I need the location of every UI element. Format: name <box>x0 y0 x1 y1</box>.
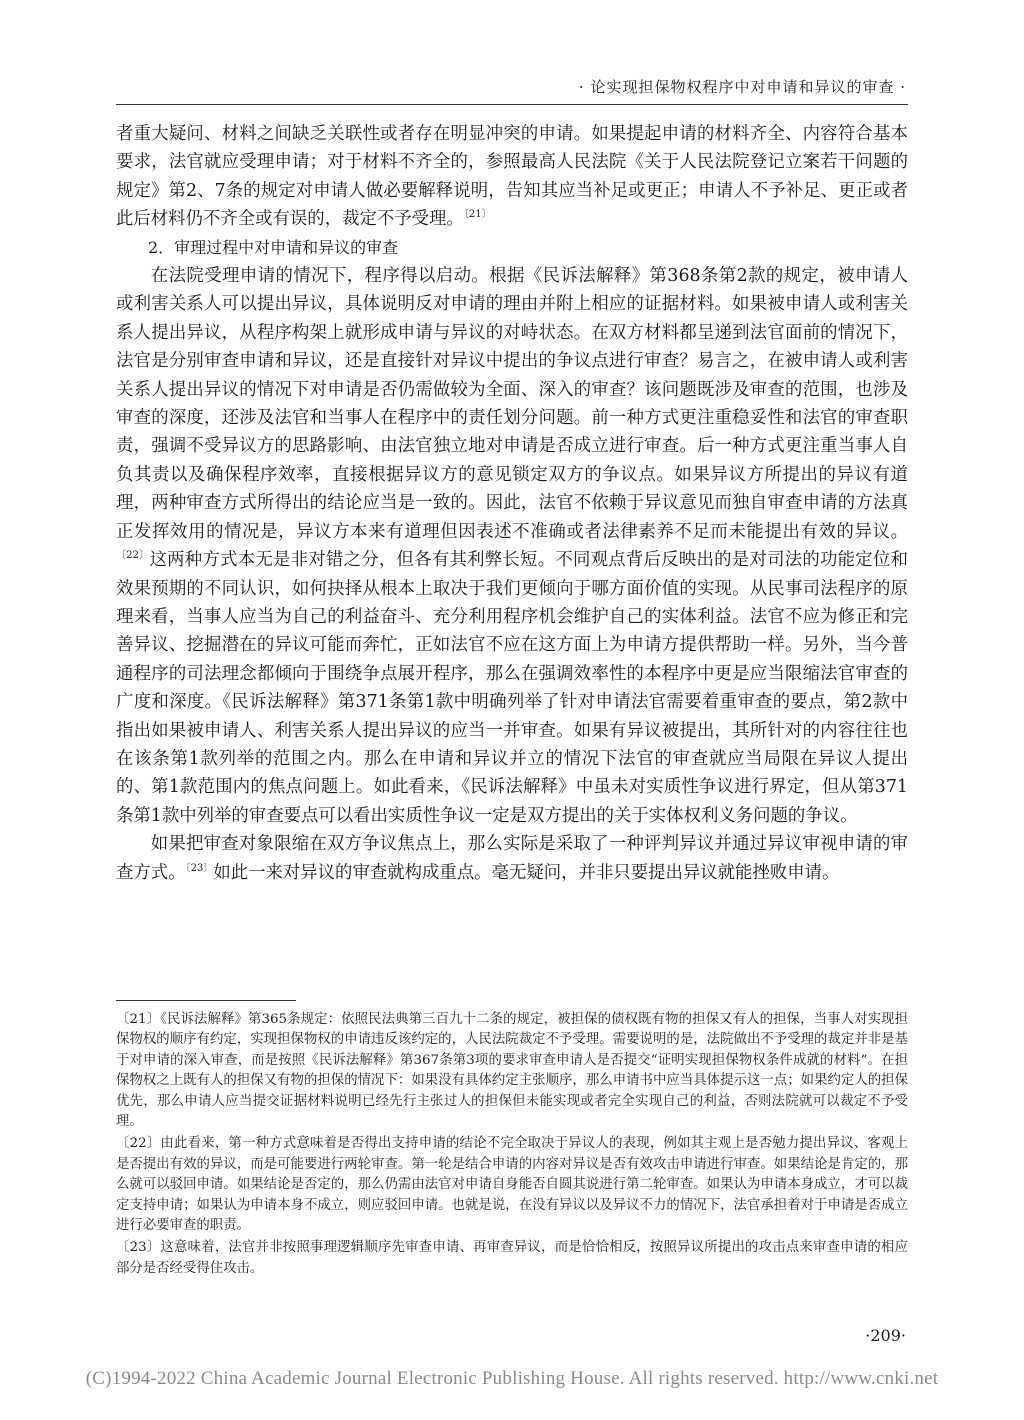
footnote-rule <box>116 1000 296 1001</box>
header-rule <box>116 104 908 105</box>
footnote-22: 〔22〕由此看来，第一种方式意味着是否得出支持申请的结论不完全取决于异议人的表现，例如其主观上是否勉力提出异议、客观上是否提出有效的异议，而是可能要进行两轮审查。第一轮是结合申请的内容对异议是否有效攻击申请进行审查。如果结论是肯定的，那么就可以驳回申请。如果结论是否定的，那么仍需由法官对申请自身能否自圆其说进行第二轮审查。如果认为申请本身成立，才可以裁定支持申请；如果认为申请本身不成立，则应驳回申请。也就是说，在没有异议以及异议不力的情况下，法官承担着对于申请是否成立进行必要审查的职责。 <box>116 1136 908 1234</box>
section-subheading: 2．审理过程中对申请和异议的审查 <box>148 237 399 257</box>
paragraph-text: 者重大疑问、材料之间缺乏关联性或者存在明显冲突的申请。如果提起申请的材料齐全、内容符合基本要求，法官就应受理申请；对于材料不齐全的，参照最高人民法院《关于人民法院登记立案若干问题的规定》第2、7条的规定对申请人做必要解释说明，告知其应当补足或更正；申请人不予补足、更正或者此后材料仍不齐全或有误的，裁定不予受理。 <box>116 124 908 230</box>
article-body <box>116 120 908 887</box>
paragraph-text: 如果把审查对象限缩在双方争议焦点上，那么实际是采取了一种评判异议并通过异议审视申请的审查方式。 <box>116 834 908 883</box>
footnote-ref-22[interactable]: 〔22〕 <box>116 550 150 562</box>
footnote-ref-23[interactable]: 〔23〕 <box>185 862 214 874</box>
running-header: · 论实现担保物权程序中对申请和异议的审查 · <box>578 78 906 96</box>
footnotes <box>116 1010 908 1281</box>
paragraph <box>116 830 908 887</box>
footnote-ref-21[interactable]: 〔21〕 <box>463 209 492 221</box>
paragraph-text: 在法院受理申请的情况下，程序得以启动。根据《民诉法解释》第368条第2款的规定，被申请人或利害关系人可以提出异议，具体说明反对申请的理由并附上相应的证据材料。如果被申请人或利害关系人提出异议，从程序构架上就形成申请与异议的对峙状态。在双方材料都呈递到法官面前的情况下，法官是分别审查申请和异议，还是直接针对异议中提出的争议点进行审查？易言之，在被申请人或利害关系人提出异议的情况下对申请是否仍需做较为全面、深入的审查？该问题既涉及审查的范围，也涉及审查的深度，还涉及法官和当事人在程序中的责任划分问题。前一种方式更注重稳妥性和法官的审查职责，强调不受异议方的思路影响、由法官独立地对申请是否成立进行审查。后一种方式更注重当事人自负其责以及确保程序效率，直接根据异议方的意见锁定双方的争议点。如果异议方所提出的异议有道理，两种审查方式所得出的结论应当是一致的。因此，法官不依赖于异议意见而独自审查申请的方法真正发挥效用的情况是，异议方本来有道理但因表述不准确或者法律素养不足而未能提出有效的异议。 <box>116 266 908 542</box>
page-number: ·209· <box>865 1326 906 1345</box>
paragraph <box>116 120 908 234</box>
footnote-21: 〔21〕《民诉法解释》第365条规定：依照民法典第三百九十二条的规定，被担保的债权既有物的担保又有人的担保，当事人对实现担保物权的顺序有约定，实现担保物权的申请违反该约定的，人民法院裁定不予受理。需要说明的是，法院做出不予受理的裁定并非是基于对申请的深入审查，而是按照《民诉法解释》第367条第3项的要求审查申请人是否提交“证明实现担保物权条件成就的材料”。在担保物权之上既有人的担保又有物的担保的情况下：如果没有具体约定主张顺序，那么申请书中应当具体提示这一点；如果约定人的担保优先，那么申请人应当提交证据材料说明已经先行主张过人的担保但未能实现或者完全实现自己的利益，否则法院就可以裁定不予受理。 <box>116 1012 908 1130</box>
copyright-notice: (C)1994-2022 China Academic Journal Electronic Publishing House. All rights reserved. http://www.cnki.net <box>85 1368 939 1389</box>
paragraph-text: 这两种方式本无是非对错之分，但各有其利弊长短。不同观点背后反映出的是对司法的功能定位和效果预期的不同认识，如何抉择从根本上取决于我们更倾向于哪方面价值的实现。从民事司法程序的原理来看，当事人应当为自己的利益奋斗、充分利用程序机会维护自己的实体利益。法官不应为修正和完善异议、挖掘潜在的异议可能而奔忙，正如法官不应在这方面上为申请方提供帮助一样。另外，当今普通程序的司法理念都倾向于围绕争点展开程序，那么在强调效率性的本程序中更是应当限缩法官审查的广度和深度。《民诉法解释》第371条第1款中明确列举了针对申请法官需要着重审查的要点，第2款中指出如果被申请人、利害关系人提出异议的应当一并审查。如果有异议被提出，其所针对的内容往往也在该条第1款列举的范围之内。那么在申请和异议并立的情况下法官的审查就应当局限在异议人提出的、第1款范围内的焦点问题上。如此看来，《民诉法解释》中虽未对实质性争议进行界定，但从第371条第1款中列举的审查要点可以看出实质性争议一定是双方提出的关于实体权利义务问题的争议。 <box>116 550 908 826</box>
paragraph-text: 如此一来对异议的审查就构成重点。毫无疑问，并非只要提出异议就能挫败申请。 <box>213 862 840 883</box>
paragraph <box>116 262 908 830</box>
footnote-23: 〔23〕这意味着，法官并非按照事理逻辑顺序先审查申请、再审查异议，而是恰恰相反，按照异议所提出的攻击点来审查申请的相应部分是否经受得住攻击。 <box>116 1240 908 1276</box>
